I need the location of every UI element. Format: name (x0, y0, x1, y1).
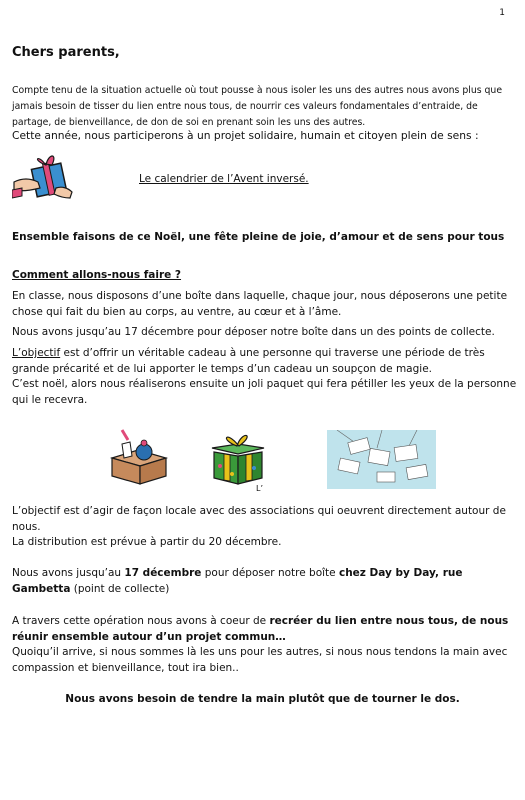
local-paragraph-2: La distribution est prévue à partir du 20 décembre. (12, 536, 282, 548)
deadline-paragraph (12, 566, 517, 597)
objective-text: est d’offrir un véritable cadeau à une personne qui traverse une période de très grande précarité et de lui apporter le temps d’un cadeau un soupçon de magie. (12, 347, 485, 375)
operation-paragraph (12, 614, 517, 645)
intro-paragraph: Compte tenu de la situation actuelle où tout pousse à nous isoler les uns des autres nous avons plus que jamais besoin de tisser du lien entre nous tous, de nourrir ces valeurs fondamentales d’entraide, de partage, de bienveillance, de don de soi en prenant soin les uns des autres. (12, 85, 503, 129)
operation-bold: recréer du lien entre nous tous, de nous réunir ensemble autour d’un projet commun… (12, 615, 509, 643)
local-paragraph-1: L’objectif est d’agir de façon locale avec des associations qui oeuvrent directement autour de nous. (12, 505, 506, 533)
how-paragraph-1: En classe, nous disposons d’une boîte dans laquelle, chaque jour, nous déposerons une petite chose qui fait du bien au corps, au ventre, au cœur et à l’âme. (12, 290, 508, 318)
green-gift-icon (208, 428, 268, 490)
operation-paragraph-2: Quoiqu’il arrive, si nous sommes là les uns pour les autres, si nous nous tendons la main avec compassion et bienveillance, tout ira bien.. (12, 646, 508, 674)
deadline-mid: pour déposer notre boîte (201, 567, 339, 579)
donation-box-icon (108, 428, 170, 486)
operation-lead: A travers cette opération nous avons à coeur de (12, 615, 270, 627)
hands-gift-icon (12, 152, 74, 204)
objective-word: L’objectif (12, 347, 61, 359)
greeting: Chers parents, (12, 45, 120, 60)
intro-announcement: Cette année, nous participerons à un projet solidaire, humain et citoyen plein de sens : (12, 129, 479, 142)
gift-tags-poster (327, 430, 436, 489)
deadline-date: 17 décembre (124, 567, 202, 579)
how-heading: Comment allons-nous faire ? (12, 269, 182, 281)
how-paragraph-3 (12, 346, 517, 377)
how-paragraph-2: Nous avons jusqu’au 17 décembre pour déposer notre boîte dans un des points de collecte. (12, 326, 495, 338)
gift-caption: L’ (256, 484, 263, 493)
page-number: 1 (499, 8, 505, 18)
calendar-title: Le calendrier de l’Avent inversé. (139, 173, 309, 185)
how-paragraph-4: C’est noël, alors nous réaliserons ensuite un joli paquet qui fera pétiller les yeux de la personne qui le recevra. (12, 378, 517, 406)
deadline-lead: Nous avons jusqu’au (12, 567, 125, 579)
deadline-tail: (point de collecte) (70, 582, 170, 595)
motto: Ensemble faisons de ce Noël, une fête pleine de joie, d’amour et de sens pour tous (12, 231, 505, 243)
closing-line: Nous avons besoin de tendre la main plutôt que de tourner le dos. (65, 693, 460, 705)
collection-point: chez Day by Day, rue Gambetta (12, 567, 463, 595)
